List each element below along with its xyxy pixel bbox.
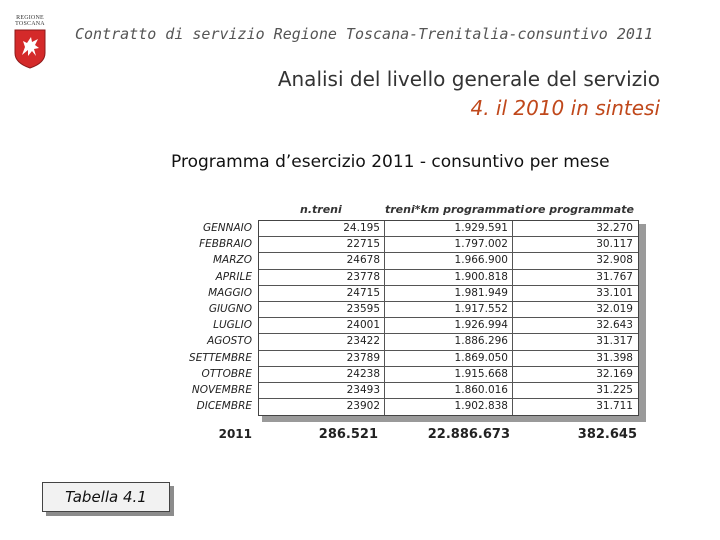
table-cell: 23778 (259, 270, 385, 285)
table-cell: 1.929.591 (385, 221, 513, 236)
table-row (259, 383, 638, 399)
total-label: 2011 (218, 427, 252, 441)
table-cell: 1.981.949 (385, 286, 513, 301)
table-row (259, 253, 638, 269)
table-cell: 33.101 (596, 286, 633, 299)
month-label: AGOSTO (207, 335, 252, 348)
table-caption: Tabella 4.1 (42, 482, 170, 512)
table-cell: 31.767 (596, 270, 633, 283)
month-labels (170, 220, 252, 414)
table-cell: 24001 (259, 318, 385, 333)
table-cell: 31.317 (596, 335, 633, 348)
column-header-train-km: treni*km programmati (385, 203, 525, 216)
table-cell: 1.902.838 (385, 399, 513, 415)
total-train-km: 22.886.673 (427, 427, 510, 442)
pegasus-shield-icon (14, 29, 46, 69)
table-cell: 24238 (259, 367, 385, 382)
table-cell: 32.270 (596, 222, 633, 234)
table-cell: 23493 (259, 383, 385, 398)
table-row (259, 367, 638, 383)
table-cell: 23422 (259, 334, 385, 349)
table-cell: 1.915.668 (385, 367, 513, 382)
table-row (259, 318, 638, 334)
section-subtitle: 4. il 2010 in sintesi (470, 96, 660, 120)
table-row (259, 302, 638, 318)
table-cell: 1.869.050 (385, 351, 513, 366)
table-cell: 23595 (259, 302, 385, 317)
column-header-hours: ore programmate (525, 203, 634, 216)
table-cell: 32.019 (596, 302, 633, 315)
regione-toscana-logo (9, 14, 51, 70)
table-cell: 24715 (259, 286, 385, 301)
month-label: GIUGNO (208, 302, 252, 315)
month-label: APRILE (215, 270, 252, 283)
month-label: SETTEMBRE (189, 351, 252, 364)
total-hours: 382.645 (577, 427, 637, 442)
column-header-trains: n.treni (300, 203, 342, 216)
section-title: Analisi del livello generale del servizio (277, 67, 660, 91)
table-cell: 1.886.296 (385, 334, 513, 349)
table-row (259, 351, 638, 367)
table-cell: 1.917.552 (385, 302, 513, 317)
month-label: DICEMBRE (196, 400, 252, 413)
table-cell: 1.860.016 (385, 383, 513, 398)
table-row (259, 237, 638, 253)
table-cell: 1.926.994 (385, 318, 513, 333)
table-cell: 24.195 (259, 221, 385, 236)
table-cell: 32.643 (596, 319, 633, 332)
table-cell: 31.225 (596, 383, 633, 396)
table-row (259, 399, 638, 415)
logo-text-line-1: REGIONE (16, 15, 44, 21)
table-cell: 31.711 (596, 400, 633, 413)
logo-text-line-2: TOSCANA (15, 21, 45, 27)
table-cell: 32.169 (596, 367, 633, 380)
table-title: Programma d’esercizio 2011 - consuntivo per mese (171, 152, 610, 172)
table-cell: 1.966.900 (385, 253, 513, 268)
month-label: MAGGIO (208, 286, 252, 299)
table-cell: 1.900.818 (385, 270, 513, 285)
table-row (259, 270, 638, 286)
month-label: FEBBRAIO (199, 238, 252, 251)
table-cell: 1.797.002 (385, 237, 513, 252)
table-row (259, 334, 638, 350)
month-label: MARZO (213, 254, 252, 267)
table-cell: 23789 (259, 351, 385, 366)
table-row (259, 221, 638, 237)
month-label: NOVEMBRE (191, 383, 252, 396)
table-cell: 32.908 (596, 254, 633, 267)
table-cell: 24678 (259, 253, 385, 268)
logo-text (9, 15, 51, 27)
table-cell: 23902 (259, 399, 385, 415)
month-label: GENNAIO (202, 222, 252, 234)
month-label: LUGLIO (213, 319, 252, 332)
table-cell: 30.117 (596, 238, 633, 251)
table-cell: 31.398 (596, 351, 633, 364)
total-trains: 286.521 (318, 427, 378, 442)
month-label: OTTOBRE (201, 367, 252, 380)
header-text: Contratto di servizio Regione Toscana-Trenitalia-consuntivo 2011 (75, 25, 653, 43)
data-table (258, 220, 639, 416)
table-cell: 22715 (259, 237, 385, 252)
table-row (259, 286, 638, 302)
